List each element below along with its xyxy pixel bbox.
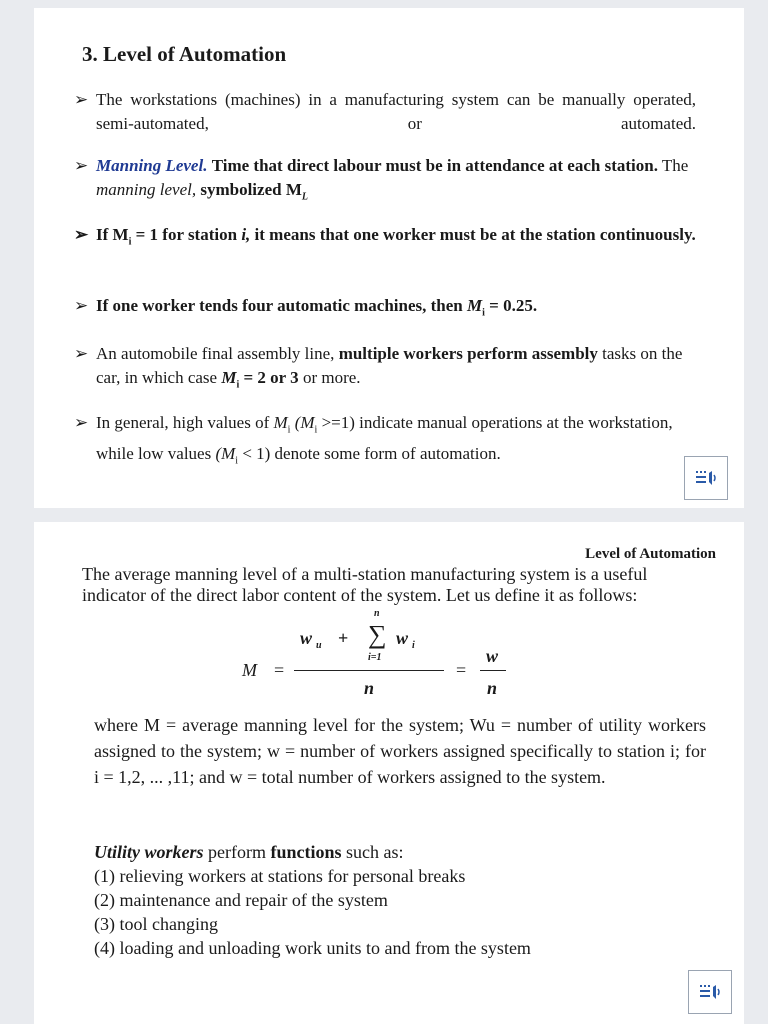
arrow-bullet-icon: ➢	[74, 413, 89, 432]
list-item: (3) tool changing	[94, 914, 218, 934]
where-paragraph: where M = average manning level for the system; Wu = number of utility workers assigned to the system; w = number of workers assigned specifically to station i; for i = 1,2, ... ,11; and w = total number of workers assigned to the system.	[94, 715, 706, 787]
formula-lhs: M	[242, 660, 257, 680]
arrow-bullet-icon: ➢	[74, 344, 89, 363]
sum-symbol: ∑	[368, 620, 387, 649]
fraction-bar	[294, 670, 444, 671]
slide-2	[34, 522, 744, 1024]
bullet-6: ➢ In general, high values of $M_i$ $(M_i >=1)$ indicate manual operations at the workstation, while low values $(M_i < 1)$ denote some form of automation.	[74, 413, 673, 467]
fraction-bar-rhs	[480, 670, 506, 671]
audio-icon	[697, 981, 723, 1003]
utility-list	[94, 864, 714, 960]
slide-header: Level of Automation	[585, 546, 716, 562]
audio-icon	[693, 467, 719, 489]
bullet-5: ➢ An automobile final assembly line, multiple workers perform assembly tasks on the car, in which case $M_i = 2$ or 3 or more.	[74, 344, 683, 391]
arrow-bullet-icon: ➢	[74, 225, 89, 244]
slide-title: 3. Level of Automation	[82, 42, 287, 66]
intro-paragraph: The average manning level of a multi-station manufacturing system is a useful indicator of the direct labor content of the system. Let us define it as follows:	[82, 564, 648, 605]
audio-button[interactable]	[688, 970, 732, 1014]
list-item: (2) maintenance and repair of the system	[94, 890, 388, 910]
manning-level-term: Manning Level.	[96, 156, 208, 175]
bullet-3: ➢ If $M_i = 1$ for station i, it means that one worker must be at the station continuously.	[74, 225, 696, 248]
manning-formula: M = w u + n ∑ i=1 w i n = w n	[234, 616, 554, 706]
bullet-1: ➢ The workstations (machines) in a manufacturing system can be manually operated, semi-automated, or automated.	[74, 90, 696, 133]
slide-1	[34, 8, 744, 508]
bullet-2: ➢ Manning Level. Time that direct labour must be in attendance at each station. The manning level, symbolized $M_L$	[74, 156, 689, 203]
audio-button[interactable]	[684, 456, 728, 500]
arrow-bullet-icon: ➢	[74, 156, 89, 175]
bullet-4: ➢ If one worker tends four automatic machines, then $M_i = 0.25$.	[74, 296, 538, 319]
list-item: (4) loading and unloading work units to and from the system	[94, 938, 531, 958]
utility-intro: Utility workers perform functions such as:	[94, 842, 404, 862]
list-item: (1) relieving workers at stations for personal breaks	[94, 866, 466, 886]
arrow-bullet-icon: ➢	[74, 296, 89, 315]
arrow-bullet-icon: ➢	[74, 90, 89, 109]
